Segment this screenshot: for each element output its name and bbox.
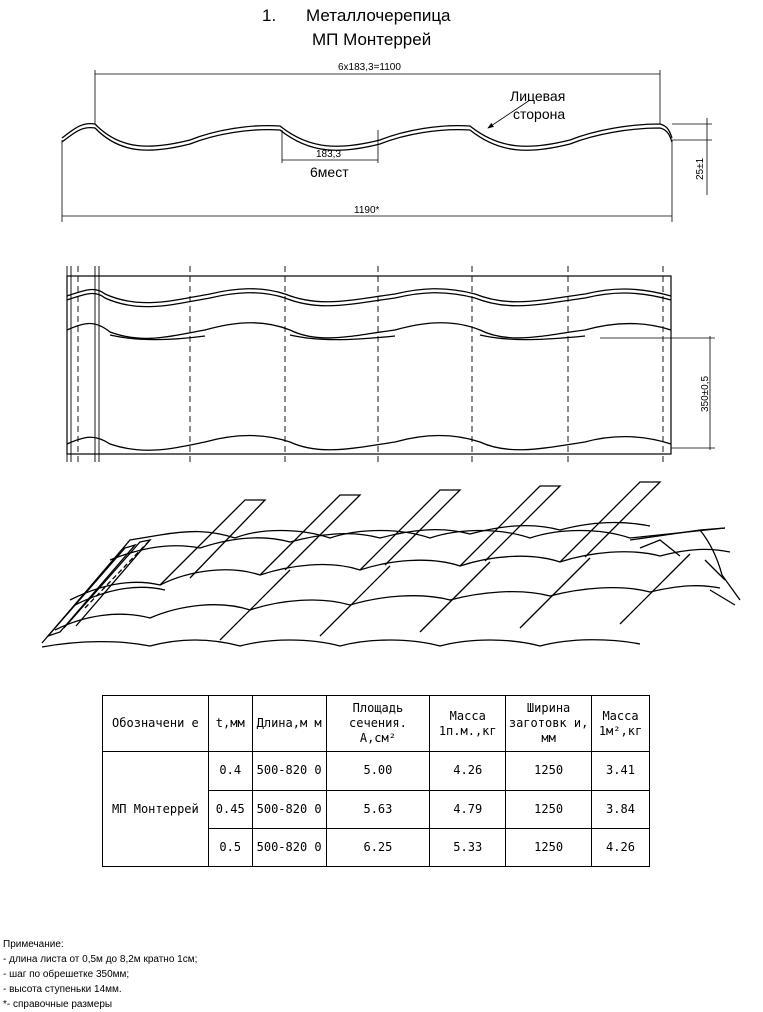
- header-name: Обозначени е: [103, 696, 209, 752]
- header-mass-m2: Масса 1м²,кг: [592, 696, 650, 752]
- note-item: - шаг по обрешетке 350мм;: [3, 969, 130, 980]
- step-dimension-label: 350±0,5: [700, 375, 711, 412]
- product-name: МП Монтеррей: [103, 752, 209, 867]
- notes: [3, 937, 197, 1012]
- cell-length: 500-820 0: [252, 752, 326, 790]
- cell-width: 1250: [506, 752, 592, 790]
- note-item: *- справочные размеры: [3, 999, 113, 1010]
- doc-title-line1: Металлочерепица: [306, 6, 451, 25]
- profile-wave-inner: [62, 128, 672, 151]
- profile-wave-outer: [62, 124, 672, 147]
- header-area: Площадь сечения. А,см²: [326, 696, 430, 752]
- cell-mass-m2: 3.41: [592, 752, 650, 790]
- doc-number: 1.: [262, 6, 277, 25]
- doc-title-line2: МП Монтеррей: [312, 30, 432, 49]
- cell-width: 1250: [506, 790, 592, 828]
- spec-table: [102, 695, 650, 867]
- table-row: [103, 752, 650, 790]
- cell-mass-lm: 4.79: [430, 790, 506, 828]
- plan-view: [67, 266, 715, 462]
- face-side-label-line2: сторона: [513, 106, 566, 122]
- header-mass-lm: Масса 1п.м.,кг: [430, 696, 506, 752]
- cell-length: 500-820 0: [252, 790, 326, 828]
- notes-heading: Примечание:: [3, 939, 64, 950]
- cell-thickness: 0.5: [208, 828, 252, 866]
- cell-mass-lm: 5.33: [430, 828, 506, 866]
- cell-mass-m2: 4.26: [592, 828, 650, 866]
- cell-thickness: 0.45: [208, 790, 252, 828]
- count-label: 6мест: [310, 164, 349, 180]
- cell-area: 5.63: [326, 790, 430, 828]
- overall-pitch-label: 6x183,3=1100: [338, 62, 401, 73]
- cell-thickness: 0.4: [208, 752, 252, 790]
- cell-area: 5.00: [326, 752, 430, 790]
- cell-width: 1250: [506, 828, 592, 866]
- cell-area: 6.25: [326, 828, 430, 866]
- width-label: 1190*: [354, 205, 380, 216]
- table-header-row: [103, 696, 650, 752]
- profile-section: [62, 70, 712, 222]
- header-length: Длина,м м: [252, 696, 326, 752]
- note-item: - длина листа от 0,5м до 8,2м кратно 1см;: [3, 954, 198, 965]
- cell-mass-lm: 4.26: [430, 752, 506, 790]
- header-thickness: t,мм: [208, 696, 252, 752]
- face-side-label-line1: Лицевая: [510, 88, 566, 104]
- note-item: - высота ступеньки 14мм.: [3, 984, 122, 995]
- isometric-view: [42, 482, 740, 647]
- height-label: 25±1: [695, 157, 706, 180]
- cell-mass-m2: 3.84: [592, 790, 650, 828]
- cell-length: 500-820 0: [252, 828, 326, 866]
- header-width: Ширина заготовк и, мм: [506, 696, 592, 752]
- pitch-label: 183,3: [316, 149, 342, 160]
